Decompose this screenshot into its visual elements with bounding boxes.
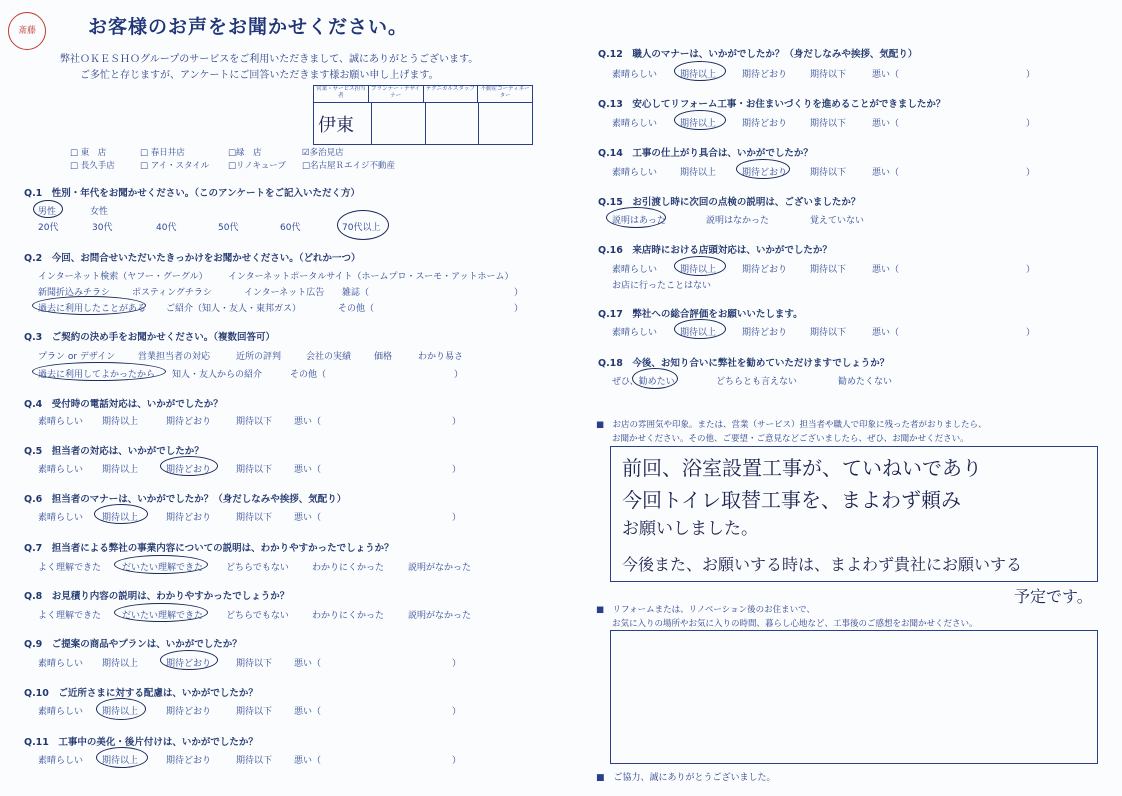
q14-opt-below: 期待以下	[810, 168, 847, 178]
store-nagakute: □ 長久手店	[70, 161, 115, 171]
q3-answer-circle	[32, 362, 166, 381]
q14-opt-expected: 期待どおり	[742, 168, 788, 178]
q17-opt-expected: 期待どおり	[742, 328, 788, 338]
q1-age-30: 30代	[92, 223, 113, 233]
comment1-label-1: ■ お店の雰囲気や印象。または、営業（サービス）担当者や職人で印象に残った者がおりましたら、	[596, 420, 987, 430]
q3-opt-clarity: わかり易さ	[418, 352, 464, 362]
q1-gender-male: 男性	[38, 207, 57, 217]
comment1-label-2: お聞かせください。その他、ご要望・ご意見などございましたら、ぜひ、お聞かせください。	[612, 434, 969, 444]
q1-age-60: 60代	[280, 223, 301, 233]
q12-label: Q.12 職人のマナーは、いかがでしたか？（身だしなみや挨拶、気配り）	[598, 49, 918, 60]
q10-opt-above: 期待以上	[102, 707, 139, 717]
q3-opt-track-record: 会社の実績	[306, 352, 352, 362]
comment2-label-2: お気に入りの場所やお気に入りの時間、暮らし心地など、工事後のご感想をお聞かせください。	[612, 619, 978, 629]
q10-opt-bad-close: ）	[452, 707, 462, 717]
store-tajimi: ☑多治見店	[302, 148, 344, 158]
q10-label: Q.10 ご近所さまに対する配慮は、いかがでしたか？	[24, 688, 258, 699]
q3-opt-price: 価格	[374, 352, 393, 362]
q16-opt-excellent: 素晴らしい	[612, 265, 658, 275]
q8-opt-none: 説明がなかった	[408, 611, 472, 621]
q12-opt-expected: 期待どおり	[742, 70, 788, 80]
q1-age-circle	[337, 210, 389, 240]
q2-opt-magazine-close: ）	[514, 288, 524, 298]
comment1-hand-line-5: 予定です。	[1014, 587, 1093, 606]
q13-opt-excellent: 素晴らしい	[612, 119, 658, 129]
q5-opt-excellent: 素晴らしい	[38, 465, 84, 475]
q2-label: Q.2 今回、お問合せいただいたきっかけをお聞かせください。（どれか一つ）	[24, 253, 361, 264]
comment1-hand-line-3: お願いしました。	[622, 519, 758, 539]
page-title: お客様のお声をお聞かせください。	[88, 16, 409, 38]
staff-header-technical: テクニカルスタッフ	[424, 86, 479, 102]
q10-opt-bad: 悪い（	[294, 707, 322, 717]
q12-opt-bad-close: ）	[1026, 70, 1036, 80]
q14-opt-bad: 悪い（	[872, 168, 900, 178]
q8-label: Q.8 お見積り内容の説明は、わかりやすかったでしょうか？	[24, 591, 290, 602]
q13-opt-bad: 悪い（	[872, 119, 900, 129]
q9-opt-bad-close: ）	[452, 659, 462, 669]
q4-opt-bad: 悪い（	[294, 417, 322, 427]
q4-opt-bad-close: ）	[452, 417, 462, 427]
q13-opt-below: 期待以下	[810, 119, 847, 129]
q4-opt-expected: 期待どおり	[166, 417, 212, 427]
q2-opt-magazine: 雑誌（	[342, 288, 370, 298]
q2-opt-newspaper: 新聞折込みチラシ	[38, 288, 111, 298]
comment1-hand-line-4: 今後また、お願いする時は、まよわず貴社にお願いする	[622, 555, 1023, 574]
q8-opt-mostly: だいたい理解できた	[122, 611, 204, 621]
q10-opt-below: 期待以下	[236, 707, 273, 717]
q2-opt-other-close: ）	[514, 304, 524, 314]
q11-label: Q.11 工事中の美化・後片付けは、いかがでしたか？	[24, 737, 258, 748]
q18-opt-recommend: ぜひ、勧めたい	[612, 377, 675, 387]
store-renocube: □リノキューブ	[228, 161, 286, 171]
q6-opt-above: 期待以上	[102, 513, 139, 523]
intro-line-2: ご多忙と存じますが、アンケートにご回答いただきます様お願い申し上げます。	[80, 70, 439, 81]
q5-opt-bad: 悪い（	[294, 465, 322, 475]
staff-table	[313, 85, 533, 145]
q5-opt-above: 期待以上	[102, 465, 139, 475]
q13-answer-circle	[674, 110, 726, 130]
q2-opt-referral: ご紹介（知人・友人・東邦ガス）	[166, 304, 302, 314]
q8-opt-neutral: どちらでもない	[226, 611, 289, 621]
q13-opt-bad-close: ）	[1026, 119, 1036, 129]
q9-answer-circle	[160, 650, 218, 670]
stamp-text: 斎藤	[17, 26, 36, 36]
q5-opt-expected: 期待どおり	[166, 465, 212, 475]
q10-opt-excellent: 素晴らしい	[38, 707, 84, 717]
q5-opt-bad-close: ）	[452, 465, 462, 475]
store-kasugai: □ 春日井店	[140, 148, 185, 158]
q7-opt-unclear: わかりにくかった	[312, 563, 385, 573]
q17-opt-bad-close: ）	[1026, 328, 1036, 338]
q14-answer-circle	[736, 159, 790, 179]
q9-label: Q.9 ご提案の商品やプランは、いかがでしたか？	[24, 639, 242, 650]
store-midori: □緑 店	[228, 148, 262, 158]
q1-age-40: 40代	[156, 223, 177, 233]
q2-opt-internet-ad: インターネット広告	[244, 288, 325, 298]
q7-opt-mostly: だいたい理解できた	[122, 563, 204, 573]
q14-opt-bad-close: ）	[1026, 168, 1036, 178]
store-nagoya-r-age: □名古屋Ｒエイジ不動産	[302, 161, 396, 171]
q15-opt-dont-remember: 覚えていない	[810, 216, 865, 226]
q5-answer-circle	[160, 456, 218, 476]
q8-opt-unclear: わかりにくかった	[312, 611, 385, 621]
q17-label: Q.17 弊社への総合評価をお願いいたします。	[598, 309, 803, 320]
q11-opt-bad-close: ）	[452, 756, 462, 766]
q14-opt-excellent: 素晴らしい	[612, 168, 658, 178]
q4-label: Q.4 受付時の電話対応は、いかがでしたか？	[24, 399, 223, 410]
q1-label: Q.1 性別・年代をお聞かせください。（このアンケートをご記入いただく方）	[24, 188, 360, 199]
q2-opt-portal: インターネットポータルサイト（ホームプロ・スーモ・アットホーム）	[228, 272, 514, 282]
q11-opt-above: 期待以上	[102, 756, 139, 766]
q4-opt-above: 期待以上	[102, 417, 139, 427]
q15-opt-not-explained: 説明はなかった	[706, 216, 770, 226]
q10-opt-expected: 期待どおり	[166, 707, 212, 717]
staff-header-sales: 営業・サービス担当者	[314, 86, 369, 102]
q10-answer-circle	[96, 698, 146, 720]
comment1-hand-line-1: 前回、浴室設置工事が、ていねいであり	[622, 456, 982, 480]
q1-gender-female: 女性	[90, 207, 109, 217]
q2-opt-posting: ポスティングチラシ	[132, 288, 212, 298]
q16-opt-bad: 悪い（	[872, 265, 900, 275]
q14-opt-above: 期待以上	[680, 168, 717, 178]
q6-opt-excellent: 素晴らしい	[38, 513, 84, 523]
q2-answer-circle	[32, 296, 146, 315]
staff-sales-name: 伊東	[314, 103, 372, 145]
q11-opt-bad: 悪い（	[294, 756, 322, 766]
q3-opt-sales-response: 営業担当者の対応	[138, 352, 211, 362]
q16-opt-bad-close: ）	[1026, 265, 1036, 275]
q18-opt-not-recommend: 勧めたくない	[838, 377, 893, 387]
q9-opt-excellent: 素晴らしい	[38, 659, 84, 669]
q12-opt-above: 期待以上	[680, 70, 717, 80]
q2-opt-other: その他（	[338, 304, 375, 314]
q6-opt-bad-close: ）	[452, 513, 462, 523]
q8-answer-circle	[114, 603, 208, 622]
q3-opt-reputation: 近所の評判	[236, 352, 282, 362]
q3-label: Q.3 ご契約の決め手をお聞かせください。（複数回答可）	[24, 332, 276, 343]
q7-answer-circle	[114, 555, 208, 574]
seal-stamp	[8, 12, 46, 50]
q16-answer-circle	[674, 256, 726, 276]
q1-male-circle	[33, 200, 63, 218]
q16-opt-below: 期待以下	[810, 265, 847, 275]
q15-opt-explained: 説明はあった	[612, 216, 666, 226]
q6-label: Q.6 担当者のマナーは、いかがでしたか？（身だしなみや挨拶、気配り）	[24, 494, 347, 505]
q11-opt-excellent: 素晴らしい	[38, 756, 84, 766]
q17-opt-bad: 悪い（	[872, 328, 900, 338]
q7-opt-none: 説明がなかった	[408, 563, 472, 573]
q16-opt-above: 期待以上	[680, 265, 717, 275]
staff-header-planner: プランナー・デザイナー	[369, 86, 424, 102]
comment2-label-1: ■ リフォームまたは、リノベーション後のお住まいで、	[596, 605, 815, 615]
q17-opt-excellent: 素晴らしい	[612, 328, 658, 338]
footer-thanks: ■ ご協力、誠にありがとうございました。	[596, 773, 776, 783]
q12-opt-below: 期待以下	[810, 70, 847, 80]
q11-opt-expected: 期待どおり	[166, 756, 212, 766]
q6-opt-bad: 悪い（	[294, 513, 322, 523]
q9-opt-bad: 悪い（	[294, 659, 322, 669]
q12-answer-circle	[674, 61, 726, 81]
intro-line-1: 弊社ＯＫＥＳＨＯグループのサービスをご利用いただきまして、誠にありがとうございます。	[60, 54, 479, 65]
q3-opt-other: その他（	[290, 370, 327, 380]
q2-opt-search: インターネット検索（ヤフー・グーグル）	[38, 272, 208, 282]
q11-answer-circle	[96, 747, 148, 768]
q12-opt-excellent: 素晴らしい	[612, 70, 658, 80]
q1-age-20: 20代	[38, 223, 59, 233]
q3-opt-plan: プラン or デザイン	[38, 352, 116, 362]
q15-answer-circle	[606, 207, 666, 228]
q17-opt-below: 期待以下	[810, 328, 847, 338]
q15-label: Q.15 お引渡し時に次回の点検の説明は、ございましたか？	[598, 197, 861, 208]
q3-opt-other-close: ）	[454, 370, 464, 380]
q12-opt-bad: 悪い（	[872, 70, 900, 80]
store-istyle: □ アイ・スタイル	[140, 161, 210, 171]
q9-opt-below: 期待以下	[236, 659, 273, 669]
q18-label: Q.18 今後、お知り合いに弊社を勧めていただけますでしょうか？	[598, 358, 890, 369]
q13-opt-above: 期待以上	[680, 119, 717, 129]
q11-opt-below: 期待以下	[236, 756, 273, 766]
q1-age-50: 50代	[218, 223, 239, 233]
q6-answer-circle	[94, 504, 148, 524]
q9-opt-expected: 期待どおり	[166, 659, 212, 669]
q3-opt-friend-referral: 知人・友人からの紹介	[172, 370, 263, 380]
q2-opt-past-use: 過去に利用したことがある	[38, 304, 147, 314]
q7-label: Q.7 担当者による弊社の事業内容についての説明は、わかりやすかったでしょうか？	[24, 543, 394, 554]
q9-opt-above: 期待以上	[102, 659, 139, 669]
store-higashi: □ 東 店	[70, 148, 107, 158]
q6-opt-below: 期待以下	[236, 513, 273, 523]
q14-label: Q.14 工事の仕上がり具合は、いかがでしたか？	[598, 148, 813, 159]
q6-opt-expected: 期待どおり	[166, 513, 212, 523]
q18-opt-neutral: どちらとも言えない	[716, 377, 798, 387]
q4-opt-below: 期待以下	[236, 417, 273, 427]
q1-age-70plus: 70代以上	[342, 223, 381, 233]
q18-answer-circle	[632, 368, 678, 389]
q16-label: Q.16 来店時における店頭対応は、いかがでしたか？	[598, 245, 832, 256]
q16-opt-expected: 期待どおり	[742, 265, 788, 275]
q7-opt-well: よく理解できた	[38, 563, 102, 573]
q5-label: Q.5 担当者の対応は、いかがでしたか？	[24, 446, 204, 457]
q7-opt-neutral: どちらでもない	[226, 563, 289, 573]
q4-opt-excellent: 素晴らしい	[38, 417, 84, 427]
q17-opt-above: 期待以上	[680, 328, 717, 338]
q3-opt-past-good: 過去に利用してよかったから	[38, 370, 156, 380]
q13-label: Q.13 安心してリフォーム工事・お住まいづくりを進めることができましたか？	[598, 99, 946, 110]
staff-header-realestate: 不動産コーディネーター	[480, 86, 530, 99]
comment1-hand-line-2: 今回トイレ取替工事を、まよわず頼み	[622, 488, 961, 512]
q8-opt-well: よく理解できた	[38, 611, 102, 621]
q5-opt-below: 期待以下	[236, 465, 273, 475]
q16-opt-never-visited: お店に行ったことはない	[612, 281, 712, 291]
comment2-box	[610, 630, 1098, 764]
q13-opt-expected: 期待どおり	[742, 119, 788, 129]
q17-answer-circle	[674, 319, 726, 339]
